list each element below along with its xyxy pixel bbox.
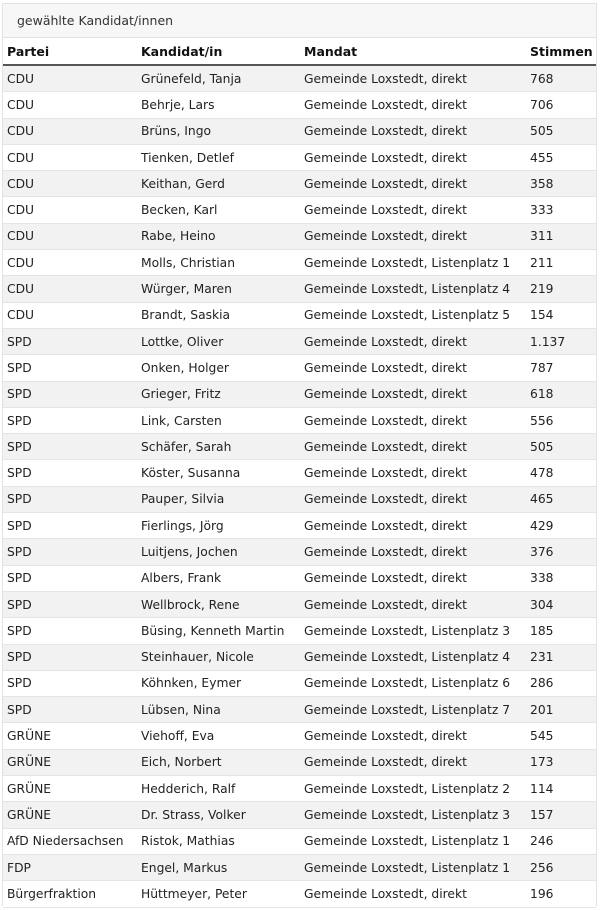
- cell-partei: SPD: [3, 644, 137, 670]
- cell-partei: SPD: [3, 591, 137, 617]
- table-row: [3, 881, 596, 907]
- cell-mandat: Gemeinde Loxstedt, Listenplatz 4: [300, 644, 526, 670]
- cell-mandat: Gemeinde Loxstedt, Listenplatz 3: [300, 618, 526, 644]
- table-header-row: [3, 38, 596, 65]
- cell-kandidat: Brandt, Saskia: [137, 302, 300, 328]
- cell-stimmen: 154: [526, 302, 596, 328]
- cell-mandat: Gemeinde Loxstedt, direkt: [300, 144, 526, 170]
- cell-partei: SPD: [3, 565, 137, 591]
- cell-kandidat: Hedderich, Ralf: [137, 776, 300, 802]
- cell-mandat: Gemeinde Loxstedt, Listenplatz 2: [300, 776, 526, 802]
- cell-mandat: Gemeinde Loxstedt, direkt: [300, 881, 526, 907]
- cell-mandat: Gemeinde Loxstedt, direkt: [300, 355, 526, 381]
- table-row: [3, 723, 596, 749]
- cell-mandat: Gemeinde Loxstedt, Listenplatz 1: [300, 250, 526, 276]
- cell-kandidat: Köster, Susanna: [137, 460, 300, 486]
- cell-stimmen: 211: [526, 250, 596, 276]
- cell-stimmen: 157: [526, 802, 596, 828]
- table-row: [3, 854, 596, 880]
- table-row: [3, 328, 596, 354]
- cell-stimmen: 196: [526, 881, 596, 907]
- elected-candidates-panel: [2, 3, 597, 906]
- cell-mandat: Gemeinde Loxstedt, direkt: [300, 591, 526, 617]
- cell-mandat: Gemeinde Loxstedt, Listenplatz 1: [300, 828, 526, 854]
- cell-stimmen: 173: [526, 749, 596, 775]
- candidates-table: [3, 38, 596, 908]
- cell-kandidat: Lottke, Oliver: [137, 328, 300, 354]
- cell-kandidat: Behrje, Lars: [137, 92, 300, 118]
- cell-partei: AfD Niedersachsen: [3, 828, 137, 854]
- cell-stimmen: 545: [526, 723, 596, 749]
- cell-stimmen: 429: [526, 513, 596, 539]
- cell-stimmen: 219: [526, 276, 596, 302]
- table-row: [3, 828, 596, 854]
- cell-stimmen: 246: [526, 828, 596, 854]
- cell-partei: CDU: [3, 276, 137, 302]
- cell-partei: SPD: [3, 513, 137, 539]
- cell-kandidat: Becken, Karl: [137, 197, 300, 223]
- table-row: [3, 197, 596, 223]
- cell-mandat: Gemeinde Loxstedt, Listenplatz 4: [300, 276, 526, 302]
- cell-partei: CDU: [3, 197, 137, 223]
- cell-mandat: Gemeinde Loxstedt, direkt: [300, 434, 526, 460]
- cell-partei: CDU: [3, 118, 137, 144]
- cell-kandidat: Pauper, Silvia: [137, 486, 300, 512]
- table-row: [3, 565, 596, 591]
- table-row: [3, 486, 596, 512]
- cell-mandat: Gemeinde Loxstedt, direkt: [300, 407, 526, 433]
- cell-stimmen: 768: [526, 65, 596, 92]
- cell-mandat: Gemeinde Loxstedt, direkt: [300, 381, 526, 407]
- cell-stimmen: 185: [526, 618, 596, 644]
- cell-kandidat: Schäfer, Sarah: [137, 434, 300, 460]
- cell-kandidat: Würger, Maren: [137, 276, 300, 302]
- cell-stimmen: 505: [526, 118, 596, 144]
- cell-stimmen: 114: [526, 776, 596, 802]
- cell-stimmen: 706: [526, 92, 596, 118]
- column-header-kandidat[interactable]: Kandidat/in: [137, 38, 300, 65]
- cell-mandat: Gemeinde Loxstedt, Listenplatz 7: [300, 697, 526, 723]
- cell-partei: SPD: [3, 434, 137, 460]
- cell-mandat: Gemeinde Loxstedt, Listenplatz 1: [300, 854, 526, 880]
- cell-kandidat: Engel, Markus: [137, 854, 300, 880]
- table-row: [3, 697, 596, 723]
- table-row: [3, 749, 596, 775]
- cell-kandidat: Lübsen, Nina: [137, 697, 300, 723]
- cell-partei: Bürgerfraktion: [3, 881, 137, 907]
- cell-partei: SPD: [3, 381, 137, 407]
- cell-partei: SPD: [3, 407, 137, 433]
- table-row: [3, 670, 596, 696]
- cell-stimmen: 1.137: [526, 328, 596, 354]
- cell-partei: GRÜNE: [3, 749, 137, 775]
- table-caption: gewählte Kandidat/innen: [3, 4, 596, 38]
- cell-mandat: Gemeinde Loxstedt, direkt: [300, 513, 526, 539]
- cell-stimmen: 787: [526, 355, 596, 381]
- cell-kandidat: Ristok, Mathias: [137, 828, 300, 854]
- cell-partei: FDP: [3, 854, 137, 880]
- table-row: [3, 171, 596, 197]
- cell-kandidat: Keithan, Gerd: [137, 171, 300, 197]
- cell-stimmen: 333: [526, 197, 596, 223]
- column-header-stimmen[interactable]: Stimmen: [526, 38, 596, 65]
- table-row: [3, 65, 596, 92]
- table-row: [3, 434, 596, 460]
- table-row: [3, 591, 596, 617]
- cell-mandat: Gemeinde Loxstedt, direkt: [300, 92, 526, 118]
- cell-stimmen: 455: [526, 144, 596, 170]
- cell-kandidat: Tienken, Detlef: [137, 144, 300, 170]
- cell-kandidat: Link, Carsten: [137, 407, 300, 433]
- cell-stimmen: 231: [526, 644, 596, 670]
- cell-stimmen: 304: [526, 591, 596, 617]
- cell-partei: GRÜNE: [3, 723, 137, 749]
- cell-mandat: Gemeinde Loxstedt, direkt: [300, 118, 526, 144]
- cell-mandat: Gemeinde Loxstedt, direkt: [300, 749, 526, 775]
- cell-partei: CDU: [3, 250, 137, 276]
- column-header-partei[interactable]: Partei: [3, 38, 137, 65]
- cell-partei: CDU: [3, 171, 137, 197]
- cell-kandidat: Luitjens, Jochen: [137, 539, 300, 565]
- cell-mandat: Gemeinde Loxstedt, direkt: [300, 486, 526, 512]
- table-row: [3, 276, 596, 302]
- cell-kandidat: Rabe, Heino: [137, 223, 300, 249]
- cell-partei: SPD: [3, 618, 137, 644]
- table-row: [3, 250, 596, 276]
- cell-partei: SPD: [3, 460, 137, 486]
- cell-partei: SPD: [3, 539, 137, 565]
- table-row: [3, 460, 596, 486]
- table-row: [3, 407, 596, 433]
- cell-stimmen: 286: [526, 670, 596, 696]
- cell-stimmen: 358: [526, 171, 596, 197]
- cell-mandat: Gemeinde Loxstedt, direkt: [300, 65, 526, 92]
- cell-kandidat: Büsing, Kenneth Martin: [137, 618, 300, 644]
- cell-stimmen: 376: [526, 539, 596, 565]
- table-row: [3, 381, 596, 407]
- cell-partei: SPD: [3, 697, 137, 723]
- cell-kandidat: Dr. Strass, Volker: [137, 802, 300, 828]
- cell-mandat: Gemeinde Loxstedt, Listenplatz 6: [300, 670, 526, 696]
- table-row: [3, 302, 596, 328]
- cell-partei: SPD: [3, 355, 137, 381]
- cell-partei: SPD: [3, 486, 137, 512]
- cell-kandidat: Molls, Christian: [137, 250, 300, 276]
- cell-kandidat: Onken, Holger: [137, 355, 300, 381]
- cell-stimmen: 478: [526, 460, 596, 486]
- cell-kandidat: Brüns, Ingo: [137, 118, 300, 144]
- cell-kandidat: Fierlings, Jörg: [137, 513, 300, 539]
- cell-partei: CDU: [3, 223, 137, 249]
- cell-stimmen: 256: [526, 854, 596, 880]
- cell-mandat: Gemeinde Loxstedt, direkt: [300, 197, 526, 223]
- cell-mandat: Gemeinde Loxstedt, Listenplatz 3: [300, 802, 526, 828]
- cell-mandat: Gemeinde Loxstedt, direkt: [300, 171, 526, 197]
- table-row: [3, 223, 596, 249]
- cell-stimmen: 311: [526, 223, 596, 249]
- cell-mandat: Gemeinde Loxstedt, direkt: [300, 460, 526, 486]
- table-row: [3, 618, 596, 644]
- cell-kandidat: Hüttmeyer, Peter: [137, 881, 300, 907]
- cell-kandidat: Köhnken, Eymer: [137, 670, 300, 696]
- cell-partei: CDU: [3, 92, 137, 118]
- cell-kandidat: Wellbrock, Rene: [137, 591, 300, 617]
- cell-stimmen: 556: [526, 407, 596, 433]
- cell-partei: GRÜNE: [3, 802, 137, 828]
- table-row: [3, 118, 596, 144]
- cell-stimmen: 505: [526, 434, 596, 460]
- cell-kandidat: Viehoff, Eva: [137, 723, 300, 749]
- column-header-mandat[interactable]: Mandat: [300, 38, 526, 65]
- table-row: [3, 539, 596, 565]
- cell-mandat: Gemeinde Loxstedt, direkt: [300, 539, 526, 565]
- table-row: [3, 776, 596, 802]
- cell-kandidat: Eich, Norbert: [137, 749, 300, 775]
- table-row: [3, 355, 596, 381]
- cell-kandidat: Grünefeld, Tanja: [137, 65, 300, 92]
- cell-partei: CDU: [3, 65, 137, 92]
- cell-mandat: Gemeinde Loxstedt, direkt: [300, 565, 526, 591]
- cell-stimmen: 618: [526, 381, 596, 407]
- table-row: [3, 92, 596, 118]
- cell-partei: CDU: [3, 144, 137, 170]
- table-row: [3, 802, 596, 828]
- cell-partei: CDU: [3, 302, 137, 328]
- cell-stimmen: 338: [526, 565, 596, 591]
- table-row: [3, 513, 596, 539]
- cell-stimmen: 465: [526, 486, 596, 512]
- cell-kandidat: Steinhauer, Nicole: [137, 644, 300, 670]
- cell-mandat: Gemeinde Loxstedt, direkt: [300, 723, 526, 749]
- cell-partei: GRÜNE: [3, 776, 137, 802]
- cell-partei: SPD: [3, 670, 137, 696]
- cell-partei: SPD: [3, 328, 137, 354]
- cell-mandat: Gemeinde Loxstedt, Listenplatz 5: [300, 302, 526, 328]
- table-row: [3, 644, 596, 670]
- cell-mandat: Gemeinde Loxstedt, direkt: [300, 328, 526, 354]
- cell-kandidat: Grieger, Fritz: [137, 381, 300, 407]
- cell-kandidat: Albers, Frank: [137, 565, 300, 591]
- table-row: [3, 144, 596, 170]
- cell-stimmen: 201: [526, 697, 596, 723]
- cell-mandat: Gemeinde Loxstedt, direkt: [300, 223, 526, 249]
